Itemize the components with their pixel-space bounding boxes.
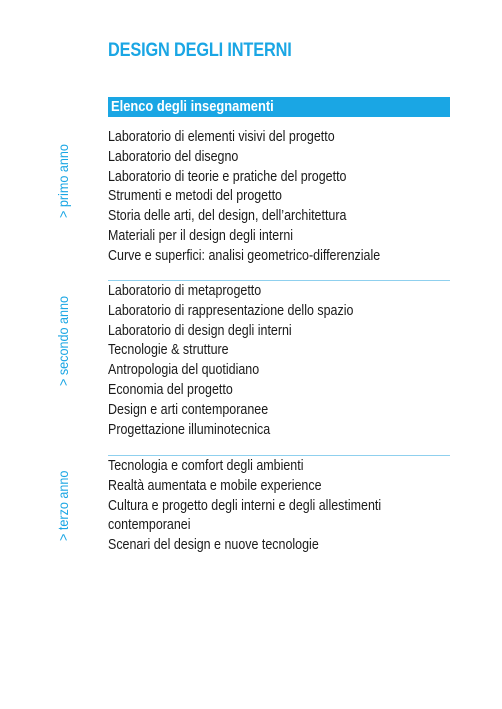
section-heading-bar xyxy=(108,97,450,117)
course-item: Storia delle arti, del design, dell’architettura xyxy=(108,208,347,225)
course-item: Progettazione illuminotecnica xyxy=(108,421,271,438)
course-item: Materiali per il design degli interni xyxy=(108,227,294,244)
course-item: Scenari del design e nuove tecnologie xyxy=(108,537,319,554)
course-item: Laboratorio di rappresentazione dello spazio xyxy=(108,302,354,319)
course-item: Curve e superfici: analisi geometrico-differenziale xyxy=(108,247,381,264)
course-item: Tecnologia e comfort degli ambienti xyxy=(108,458,304,474)
course-list-primo xyxy=(108,128,424,267)
course-item: Laboratorio di elementi visivi del progetto xyxy=(108,129,335,145)
year-label-terzo: > terzo anno xyxy=(55,470,71,541)
year-label-primo: > primo anno xyxy=(55,144,71,218)
course-item: Tecnologie & strutture xyxy=(108,342,229,359)
divider xyxy=(108,455,450,456)
course-item: Realtà aumentata e mobile experience xyxy=(108,477,322,494)
course-item: Laboratorio di metaprogetto xyxy=(108,283,262,299)
page-title: DESIGN DEGLI INTERNI xyxy=(108,40,292,61)
section-heading: Elenco degli insegnamenti xyxy=(111,98,274,115)
course-item: Design e arti contemporanee xyxy=(108,401,269,418)
divider xyxy=(108,280,450,281)
course-item: Antropologia del quotidiano xyxy=(108,362,260,379)
course-item: Economia del progetto xyxy=(108,381,233,398)
course-item: Laboratorio di teorie e pratiche del progetto xyxy=(108,168,347,185)
course-item: Strumenti e metodi del progetto xyxy=(108,188,282,205)
course-list-secondo xyxy=(108,282,393,440)
course-item: Laboratorio del disegno xyxy=(108,148,239,165)
course-item: Cultura e progetto degli interni e degli allestimenti xyxy=(108,497,382,514)
course-item: Laboratorio di design degli interni xyxy=(108,322,292,339)
course-item: contemporanei xyxy=(108,517,191,534)
year-label-secondo: > secondo anno xyxy=(55,295,71,386)
course-list-terzo xyxy=(108,457,426,556)
